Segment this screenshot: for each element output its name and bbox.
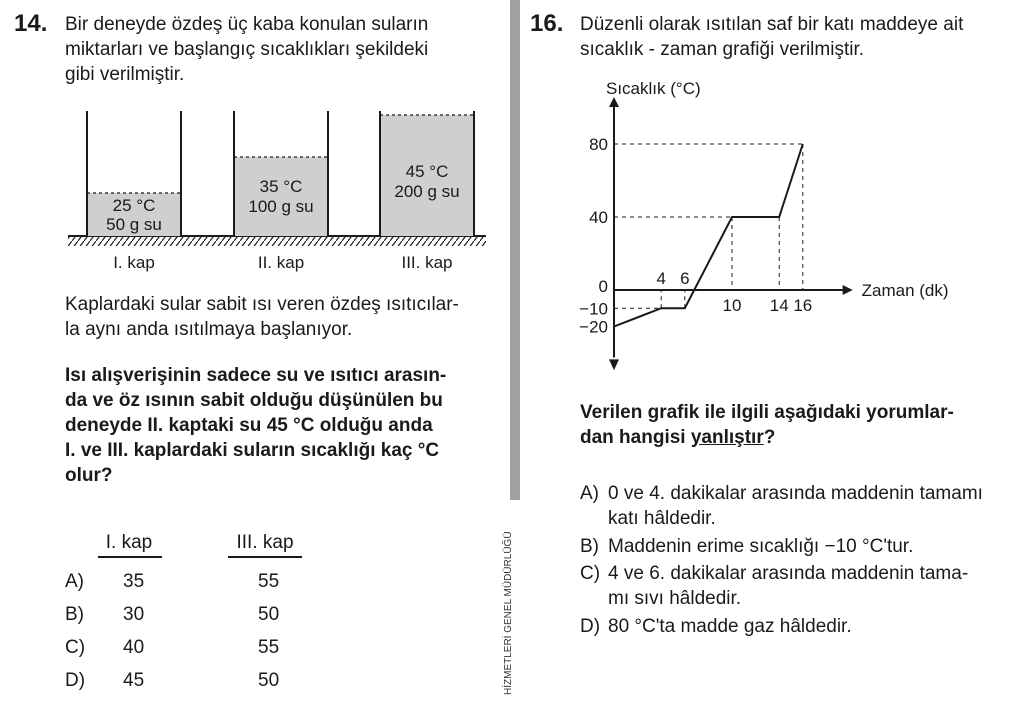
q14-option-d[interactable] [65, 670, 325, 694]
temperature-time-chart [550, 80, 1020, 380]
q14-statement-line: la aynı anda ısıtılmaya başlanıyor. [65, 319, 353, 340]
q14-statement [65, 292, 459, 342]
q16-question-line-1: Verilen grafik ile ilgili aşağıdaki yorumlar- [580, 402, 954, 423]
q16-option-letter: D) [580, 616, 601, 637]
q14-option-value-1: 45 [123, 670, 145, 691]
q14-question-line: Isı alışverişinin sadece su ve ısıtıcı arasın- [65, 365, 447, 386]
y-axis-label: Sıcaklık (°C) [606, 80, 701, 99]
q16-option-b[interactable] [580, 534, 1020, 559]
q16-option-a[interactable] [580, 481, 1020, 531]
q16-option-letter: A) [580, 483, 599, 504]
q14-table-header-2: III. kap [236, 532, 294, 553]
column-divider [510, 0, 520, 500]
side-watermark-text: HİZMETLERİ GENEL MÜDÜRLÜĞÜ [503, 531, 514, 695]
q14-intro-line: gibi verilmiştir. [65, 64, 185, 85]
q14-number: 14. [14, 10, 48, 37]
q16-question [580, 400, 954, 450]
q14-option-letter: B) [65, 604, 84, 625]
q14-option-letter: D) [65, 670, 86, 691]
q14-option-letter: A) [65, 571, 84, 592]
container-3 [380, 111, 474, 272]
container-3-mass: 200 g su [394, 182, 460, 201]
q16-option-c[interactable] [580, 561, 1020, 611]
q16-option-letter: B) [580, 536, 599, 557]
q14-question-line: olur? [65, 465, 113, 486]
q14-option-a[interactable] [65, 571, 325, 595]
q14-question-line: deneyde II. kaptaki su 45 °C olduğu anda [65, 415, 433, 436]
q14-option-b[interactable] [65, 604, 325, 628]
q14-table-header-2-underline [228, 556, 302, 558]
q16-question-line-2 [580, 425, 954, 450]
q16-intro [580, 12, 963, 62]
q14-question-line: da ve öz ısının sabit olduğu düşünülen bu [65, 390, 443, 411]
q16-question-mark: ? [763, 427, 776, 448]
q14-table-header-1-underline [98, 556, 162, 558]
q16-option-line: katı hâldedir. [608, 508, 716, 529]
q14-question-line: I. ve III. kaplardaki suların sıcaklığı kaç °C [65, 440, 440, 461]
ground-hatch [68, 237, 486, 246]
container-2-mass: 100 g su [248, 197, 314, 216]
container-1-label: I. kap [113, 253, 155, 272]
q16-option-line: 80 °C'ta madde gaz hâldedir. [608, 616, 852, 637]
q14-option-value-2: 55 [258, 637, 280, 658]
q16-option-letter: C) [580, 563, 601, 584]
y-tick-label: −10 [579, 299, 608, 319]
q14-intro-line: Bir deneyde özdeş üç kaba konulan suların [65, 14, 429, 35]
q16-option-line: 0 ve 4. dakikalar arasında maddenin tamamı [608, 483, 983, 504]
x-tick-label: 16 [793, 296, 813, 315]
container-2-label: II. kap [257, 253, 305, 272]
y-tick-label: 40 [589, 208, 608, 227]
x-tick-label: 10 [722, 296, 742, 315]
q16-option-line: 4 ve 6. dakikalar arasında maddenin tama- [608, 563, 969, 584]
q14-option-value-2: 50 [258, 670, 280, 691]
q14-question [65, 363, 446, 488]
q16-option-line: mı sıvı hâldedir. [608, 588, 742, 609]
q14-intro-line: miktarları ve başlangıç sıcaklıkları şekildeki [65, 39, 429, 60]
q16-intro-line: Düzenli olarak ısıtılan saf bir katı maddeye ait [580, 14, 964, 35]
q14-option-value-1: 35 [123, 571, 145, 592]
container-3-label: III. kap [401, 253, 453, 272]
q14-option-letter: C) [65, 637, 86, 658]
q14-option-value-1: 40 [123, 637, 145, 658]
container-2 [234, 111, 328, 272]
containers-figure [60, 105, 500, 275]
q16-intro-line: sıcaklık - zaman grafiği verilmiştir. [580, 39, 865, 60]
container-1 [87, 111, 181, 272]
q16-question-underlined: yanlıştır [690, 427, 764, 448]
y-tick-label: 80 [589, 135, 608, 154]
x-tick-label: 14 [769, 296, 789, 315]
y-tick-label: −20 [579, 317, 608, 337]
y-tick-label: 0 [598, 277, 608, 296]
x-axis-label: Zaman (dk) [861, 281, 949, 300]
x-tick-label: 6 [680, 269, 690, 288]
y-axis-down-arrow [609, 359, 619, 370]
q14-option-value-2: 50 [258, 604, 280, 625]
container-3-temp: 45 °C [405, 162, 449, 181]
q14-option-value-1: 30 [123, 604, 145, 625]
x-tick-label: 4 [656, 269, 666, 288]
q16-option-line: Maddenin erime sıcaklığı −10 °C'tur. [608, 536, 914, 557]
q14-table-header-1: I. kap [105, 532, 153, 553]
container-1-temp: 25 °C [112, 196, 156, 215]
q14-option-c[interactable] [65, 637, 325, 661]
container-2-temp: 35 °C [259, 177, 303, 196]
q16-option-d[interactable] [580, 614, 1020, 639]
container-1-mass: 50 g su [106, 215, 162, 234]
q14-statement-line: Kaplardaki sular sabit ısı veren özdeş ısıtıcılar- [65, 294, 459, 315]
q16-question-text: dan hangisi [580, 427, 691, 448]
q14-intro [65, 12, 428, 87]
q14-option-value-2: 55 [258, 571, 280, 592]
q16-number: 16. [530, 10, 564, 37]
